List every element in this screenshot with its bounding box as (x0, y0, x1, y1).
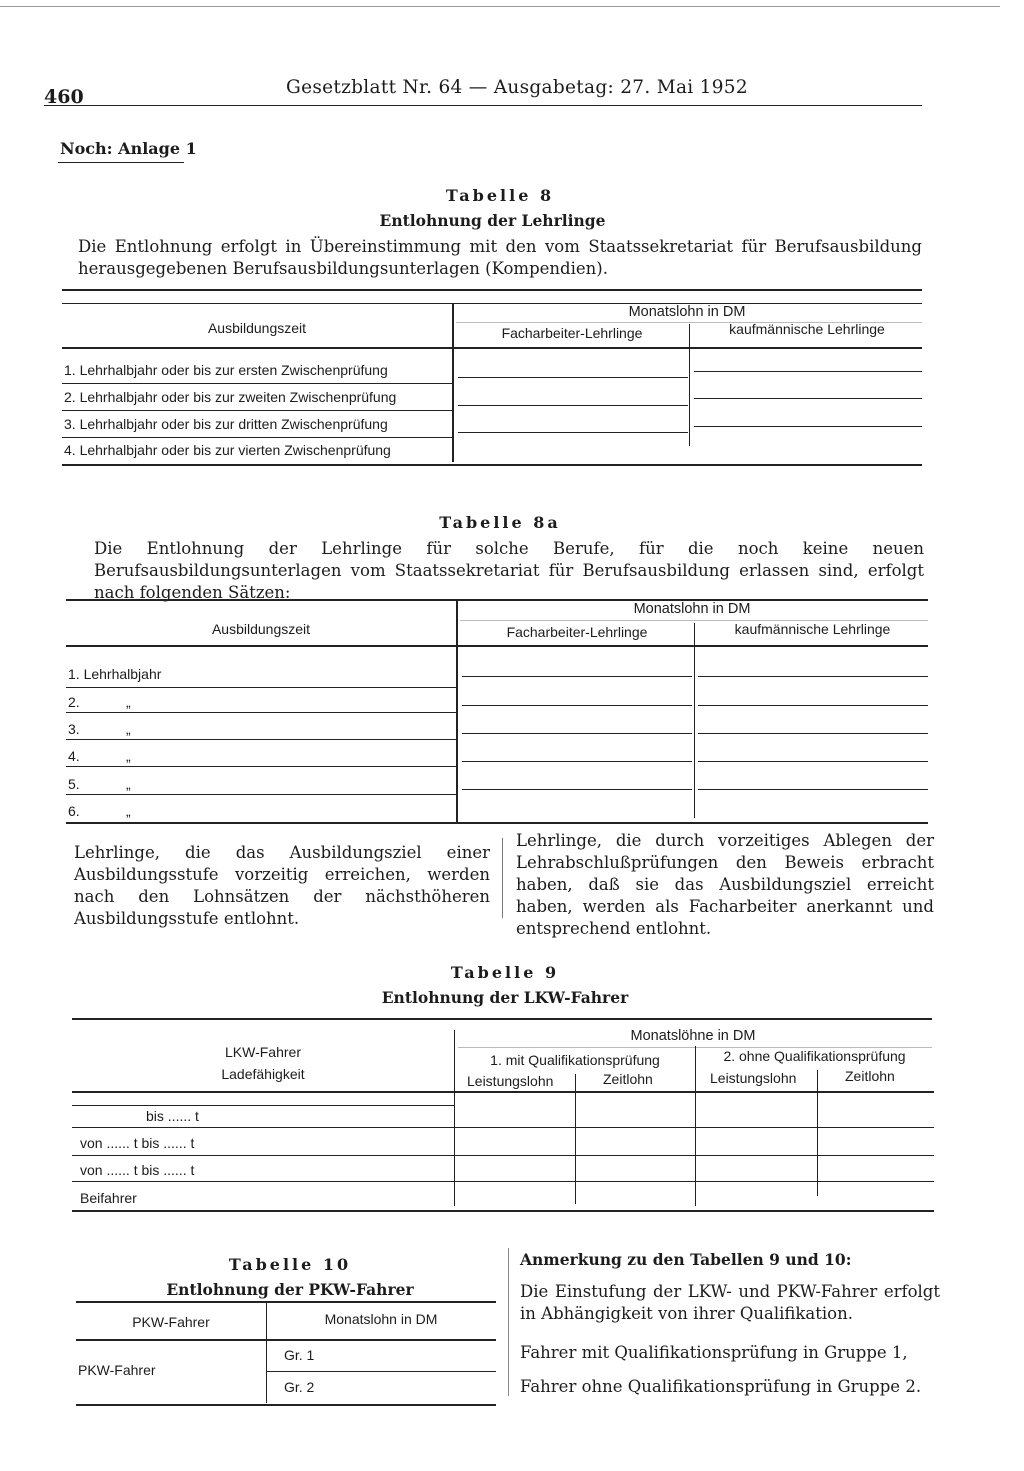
table8-intro: Die Entlohnung erfolgt in Übereinstimmung mit den vom Staatssekretariat für Berufsausbildung herausgegebenen Berufsausbildungsunterlagen (Kompendien). (78, 237, 922, 278)
remark-divider (508, 1248, 509, 1396)
table8a-row-rule (66, 687, 456, 688)
table8-cell-rule-b (694, 398, 922, 399)
note-left: Lehrlinge, die das Ausbildungsziel einer Ausbildungsstufe vorzeitig erreichen, werden nach den Lohnsätzen der nächsthöheren Ausbildungsstufe entlohnt. (74, 843, 490, 928)
table8-cell-rule-a (458, 405, 688, 406)
remark-line: Fahrer ohne Qualifikationsprüfung in Gruppe 2. (520, 1377, 922, 1396)
remark-title: Anmerkung zu den Tabellen 9 und 10: (520, 1250, 852, 1269)
table10-bottom-rule (76, 1404, 496, 1406)
table8a-cell-rule-a (462, 676, 692, 677)
table8a-cell-rule-b (698, 761, 928, 762)
table9-sub-divider (575, 1074, 576, 1204)
table8-top-rule (62, 289, 922, 291)
annex-underline (58, 162, 184, 163)
table9-row: von ...... t bis ...... t (80, 1162, 195, 1178)
table9-group2: 2. ohne Qualifikationsprüfung (723, 1048, 906, 1064)
table8-subdivider (689, 324, 690, 446)
table8-title: Tabelle 8 (445, 186, 555, 205)
table9-col-driver-1: LKW-Fahrer (225, 1044, 301, 1060)
table8a-row: 5. (68, 776, 80, 792)
table10-title: Tabelle 10 (228, 1255, 352, 1274)
table8-col-group: Monatslohn in DM (628, 304, 746, 320)
table8a-subdivider (694, 623, 695, 818)
table9-row-rule (72, 1155, 934, 1156)
table9-group1: 1. mit Qualifikationsprüfung (490, 1052, 660, 1068)
table8a-bottom-rule (66, 822, 928, 824)
table8a-col-period: Ausbildungszeit (211, 621, 311, 637)
table10-body-rule (76, 1339, 496, 1341)
page-number: 460 (44, 86, 84, 108)
table9-title: Tabelle 9 (450, 963, 560, 982)
table8a-cell-rule-b (698, 733, 928, 734)
table8a-ditto: „ (126, 694, 131, 710)
table9-row-rule (72, 1105, 454, 1106)
table9-group-divider (695, 1046, 696, 1206)
table10-group-2: Gr. 2 (284, 1379, 315, 1395)
table8a-row-rule (66, 766, 456, 767)
table8a-col-a: Facharbeiter-Lehrlinge (506, 624, 648, 640)
table9-sub-b: Zeitlohn (845, 1068, 895, 1084)
table9-body-rule (72, 1091, 934, 1093)
remark-line: Die Einstufung der LKW- und PKW-Fahrer erfolgt in Abhängigkeit von ihrer Qualifikation. (520, 1282, 940, 1323)
table8-row-rule (62, 410, 452, 411)
table8-row: 4. Lehrhalbjahr oder bis zur vierten Zwischenprüfung (64, 442, 391, 458)
table8-cell-rule-a (458, 377, 688, 378)
table10-col-a: PKW-Fahrer (132, 1314, 210, 1330)
table8-row: 1. Lehrhalbjahr oder bis zur ersten Zwischenprüfung (64, 362, 388, 378)
table8a-ditto: „ (126, 721, 131, 737)
table8-divider (452, 303, 454, 462)
table9-col-group: Monatslöhne in DM (630, 1028, 756, 1044)
table8-body-rule (62, 347, 922, 349)
table10-subtitle: Entlohnung der PKW-Fahrer (166, 1280, 414, 1299)
table8-subtitle: Entlohnung der Lehrlinge (379, 211, 606, 230)
table8a-row: 3. (68, 721, 80, 737)
table8a-cell-rule-b (698, 705, 928, 706)
table10-col-b: Monatslohn in DM (324, 1311, 438, 1327)
table8a-cell-rule-b (698, 789, 928, 790)
table8-col-a: Facharbeiter-Lehrlinge (501, 325, 643, 341)
note-right: Lehrlinge, die durch vorzeitiges Ablegen der Lehrabschlußprüfungen den Beweis erbracht haben, daß sie das Ausbildungsziel erreicht haben, werden als Facharbeiter anerkannt und entsprechend entlohnt. (516, 831, 934, 938)
table8a-cell-rule-a (462, 761, 692, 762)
table9-row: von ...... t bis ...... t (80, 1135, 195, 1151)
table8-row: 2. Lehrhalbjahr oder bis zur zweiten Zwischenprüfung (64, 389, 397, 405)
scan-top-edge (0, 6, 1000, 7)
table9-top-rule (72, 1018, 932, 1020)
table9-col-driver-2: Ladefähigkeit (221, 1066, 305, 1082)
table9-row-rule (72, 1181, 934, 1182)
table9-bottom-rule (72, 1210, 934, 1212)
table8-bottom-rule (62, 464, 922, 466)
table8a-cell-rule-a (462, 705, 692, 706)
table8a-row: 6. (68, 803, 80, 819)
remark-line: Fahrer mit Qualifikationsprüfung in Gruppe 1, (520, 1343, 908, 1362)
table9-row-rule (72, 1127, 934, 1128)
table8-col-b: kaufmännische Lehrlinge (729, 321, 885, 337)
table8-row-rule (62, 383, 452, 384)
note-column-divider (502, 838, 503, 918)
table8a-ditto: „ (126, 748, 131, 764)
table8a-intro: Die Entlohnung der Lehrlinge für solche Berufe, für die noch keine neuen Berufsausbildungsunterlagen vom Staatssekretariat für Berufsausbildung erlassen sind, erfolgt nach folgenden Sätzen: (94, 539, 924, 602)
table8a-col-group: Monatslohn in DM (633, 601, 751, 617)
table8-row-rule (62, 437, 452, 438)
table8-cell-rule-a (458, 432, 688, 433)
table10-row-rule (266, 1371, 496, 1372)
annex-label: Noch: Anlage 1 (60, 139, 197, 158)
header-rule (44, 105, 922, 106)
table8a-cell-rule-a (462, 733, 692, 734)
table10-row-label: PKW-Fahrer (78, 1362, 156, 1378)
table8a-col-b: kaufmännische Lehrlinge (734, 621, 891, 637)
table9-sub-b: Zeitlohn (603, 1071, 653, 1087)
table8a-row-rule (66, 739, 456, 740)
table9-row: Beifahrer (80, 1190, 137, 1206)
table8a-cell-rule-a (462, 789, 692, 790)
table8-cell-rule-b (694, 426, 922, 427)
table8a-ditto: „ (126, 803, 131, 819)
table10-top-rule (76, 1301, 496, 1303)
table9-sub-a: Leistungslohn (710, 1070, 797, 1086)
table8a-title: Tabelle 8a (439, 513, 561, 532)
table8a-ditto: „ (126, 776, 131, 792)
table8-row: 3. Lehrhalbjahr oder bis zur dritten Zwischenprüfung (64, 416, 388, 432)
table8a-cell-rule-b (698, 676, 928, 677)
table8a-row-rule (66, 712, 456, 713)
table8a-divider (456, 599, 458, 823)
table8a-row: 1. Lehrhalbjahr (68, 666, 162, 682)
table9-sub-a: Leistungslohn (467, 1073, 554, 1089)
table9-subtitle: Entlohnung der LKW-Fahrer (381, 988, 629, 1007)
table8-cell-rule-b (694, 371, 922, 372)
table9-row: bis ...... t (146, 1108, 199, 1124)
table10-group-1: Gr. 1 (284, 1347, 315, 1363)
table9-divider (454, 1030, 455, 1206)
table8-col-period: Ausbildungszeit (207, 320, 307, 336)
table8a-row: 4. (68, 748, 80, 764)
table8a-row: 2. (68, 694, 80, 710)
table8a-row-rule (66, 794, 456, 795)
page-header-title: Gesetzblatt Nr. 64 — Ausgabetag: 27. Mai 1952 (286, 77, 748, 98)
table9-sub-divider (817, 1070, 818, 1196)
table8a-body-rule (66, 645, 928, 647)
